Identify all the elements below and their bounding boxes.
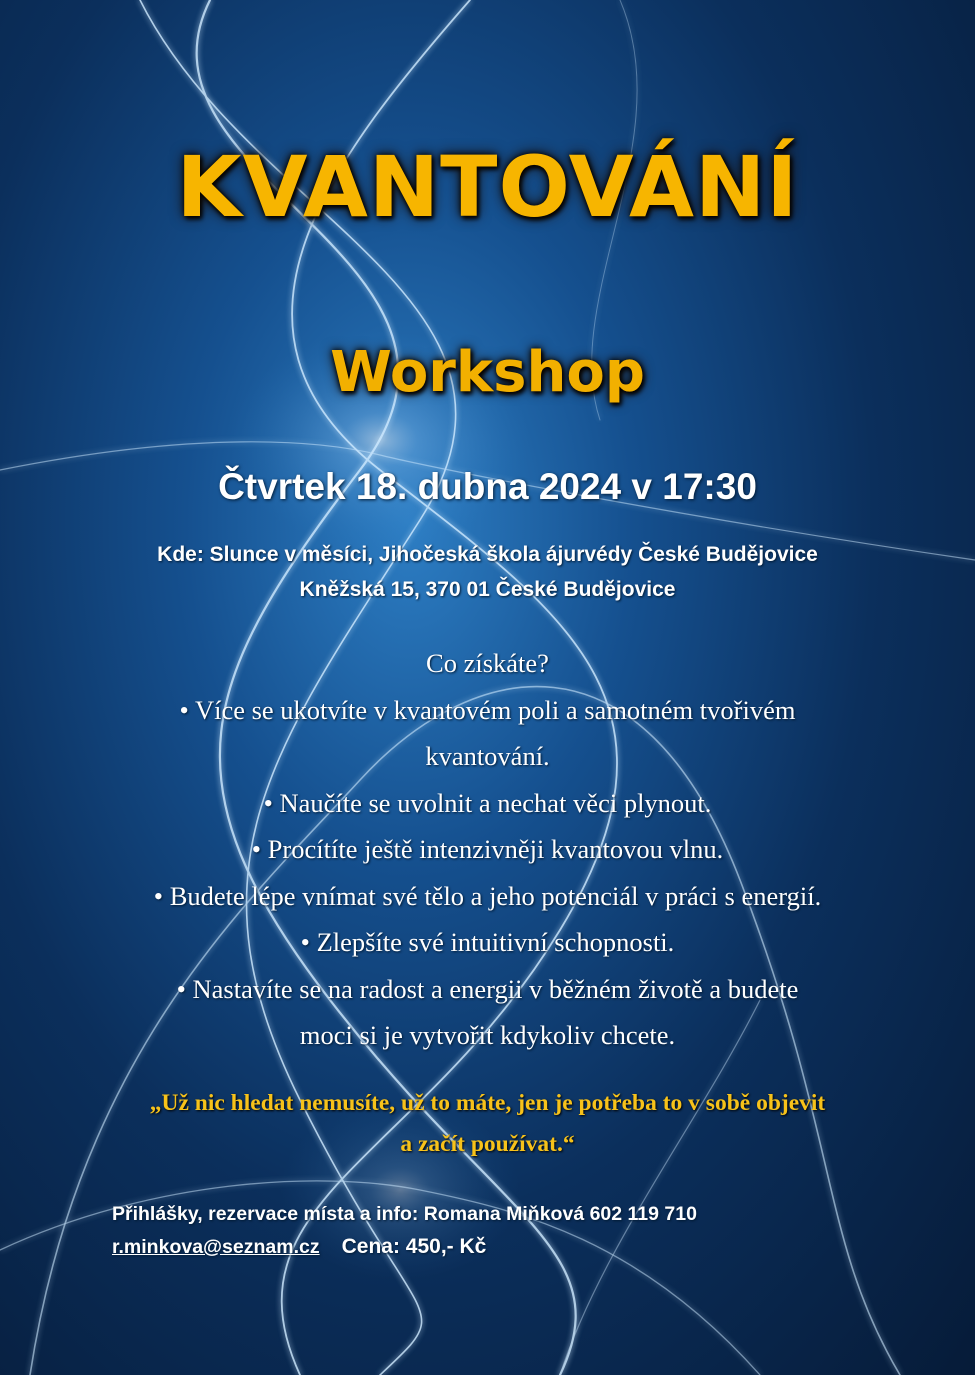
benefit-line: • Naučíte se uvolnit a nechat věci plynout.: [263, 787, 712, 818]
contact-info: [112, 1200, 912, 1264]
benefit-line: • Nastavíte se na radost a energii v běžném životě a budete: [176, 973, 799, 1004]
event-date: Čtvrtek 18. dubna 2024 v 17:30: [218, 466, 757, 507]
benefits-list: [90, 640, 885, 1059]
contact-row-email-price: [112, 1230, 912, 1264]
location-line-address: Kněžská 15, 370 01 České Budějovice: [299, 578, 676, 601]
motivational-quote: [70, 1083, 905, 1165]
email-link[interactable]: r.minkova@seznam.cz: [112, 1236, 320, 1258]
benefit-line: • Zlepšíte své intuitivní schopnosti.: [300, 927, 675, 957]
benefit-line: • Procítíte ještě intenzivněji kvantovou vlnu.: [251, 834, 724, 864]
poster-subtitle: Workshop: [330, 340, 645, 405]
price-label: Cena: 450,- Kč: [341, 1235, 487, 1258]
benefit-line: • Budete lépe vnímat své tělo a jeho potenciál v práci s energií.: [153, 880, 822, 911]
location-line-venue: Kde: Slunce v měsíci, Jihočeská škola ájurvédy České Budějovice: [157, 543, 818, 566]
benefit-line: kvantování.: [425, 741, 550, 771]
event-location: [0, 537, 975, 607]
quote-line-1: „Už nic hledat nemusíte, už to máte, jen je potřeba to v sobě objevit: [149, 1090, 826, 1116]
quote-line-2: a začít používat.“: [400, 1131, 575, 1157]
benefit-line: moci si je vytvořit kdykoliv chcete.: [299, 1020, 676, 1050]
benefits-heading: Co získáte?: [426, 648, 549, 678]
benefit-line: • Více se ukotvíte v kvantovém poli a samotném tvořivém: [179, 694, 796, 725]
contact-registration-text: Přihlášky, rezervace místa a info: Romana Miňková 602 119 710: [112, 1203, 697, 1225]
poster-title: KVANTOVÁNÍ: [176, 138, 799, 236]
